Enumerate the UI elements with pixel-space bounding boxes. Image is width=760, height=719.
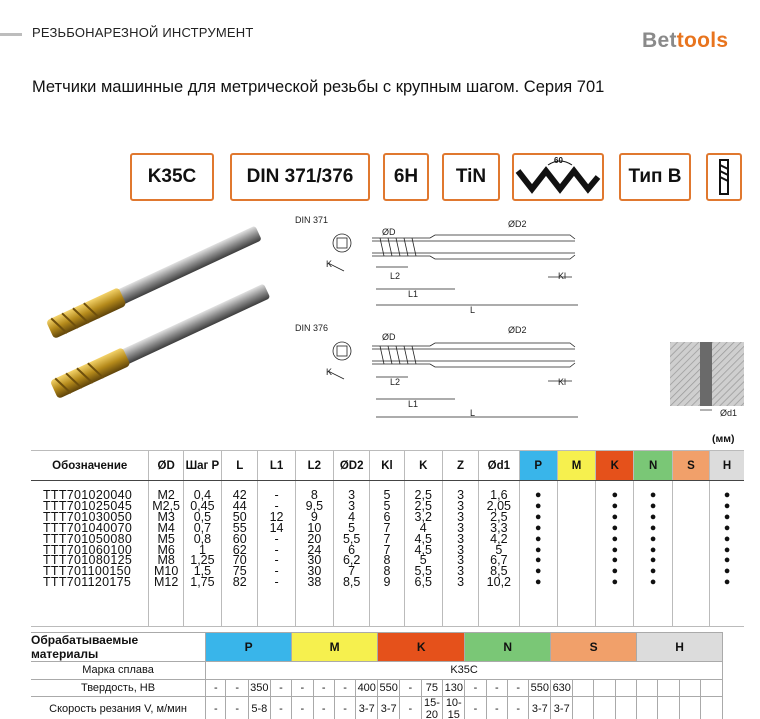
taps-photo: [40, 220, 280, 398]
spec-cell: TTT701100150: [43, 564, 132, 579]
spec-col-l2: [295, 481, 333, 627]
spec-cell: 8,5: [490, 564, 508, 579]
spec-table: [31, 450, 744, 627]
spec-cell: 1,5: [193, 564, 212, 579]
spec-cell: 8: [383, 553, 391, 568]
alloy-row: [31, 662, 744, 680]
hardness-cell: 130: [443, 679, 465, 697]
thread-profile-icon: [514, 155, 602, 199]
spec-cell: ●: [611, 543, 619, 556]
badge-material: K35C: [130, 153, 214, 201]
spec-cell: ●: [611, 499, 619, 512]
spec-cell: -: [274, 498, 279, 513]
dim-d-376: ØD: [382, 332, 396, 342]
group-n: N: [465, 633, 551, 662]
speed-cell: 15-20: [421, 697, 443, 719]
spec-cell: 3: [457, 575, 465, 590]
spec-cell: TTT701040070: [43, 520, 133, 535]
spec-cell: ●: [649, 510, 657, 523]
spec-col-m: [557, 481, 595, 627]
spec-cell: -: [274, 542, 279, 557]
spec-cell: ●: [534, 576, 542, 589]
spec-cell: 1: [198, 542, 206, 557]
hardness-empty-cell: [636, 679, 657, 697]
spec-cell: 38: [307, 575, 322, 590]
spec-header-3: L: [222, 451, 258, 481]
spec-body-row: [31, 481, 744, 627]
speed-cell: -: [400, 697, 421, 719]
spec-header-7: Kl: [370, 451, 404, 481]
spec-cell: TTT701120175: [43, 575, 132, 590]
spec-cell: 5: [419, 553, 427, 568]
spec-cell: ●: [649, 576, 657, 589]
spec-cell: 4,2: [490, 531, 508, 546]
spec-cell: 3: [457, 509, 465, 524]
hardness-cell: -: [400, 679, 421, 697]
units-label: (мм): [712, 433, 735, 445]
spec-cell: ●: [649, 499, 657, 512]
spec-cell: ●: [649, 554, 657, 567]
spec-cell: 1,6: [490, 488, 508, 502]
spec-cell: ●: [723, 543, 731, 556]
spec-cell: M5: [157, 531, 175, 546]
spec-cell: ●: [611, 510, 619, 523]
spec-cell: 6,7: [490, 553, 508, 568]
cross-section-drawing: [670, 342, 744, 420]
spec-cell: 4: [419, 520, 427, 535]
spec-cell: ●: [534, 532, 542, 545]
speed-cell: -: [270, 697, 291, 719]
hardness-empty-cell: [615, 679, 636, 697]
section-title: РЕЗЬБОНАРЕЗНОЙ ИНСТРУМЕНТ: [32, 25, 254, 40]
hardness-cell: -: [486, 679, 507, 697]
spec-header-5: L2: [295, 451, 333, 481]
group-m: M: [292, 633, 378, 662]
spec-cell: -: [274, 553, 279, 568]
spec-col-h: [710, 481, 744, 627]
spec-col-d2: [334, 481, 370, 627]
spec-header-8: K: [404, 451, 442, 481]
spec-cell: 0,5: [193, 509, 212, 524]
speed-cell: 10-15: [443, 697, 465, 719]
group-s: S: [551, 633, 637, 662]
spec-cell: 6: [348, 542, 356, 557]
spec-cell: ●: [611, 489, 619, 501]
spec-header-0: Обозначение: [31, 451, 149, 481]
spec-header-6: ØD2: [334, 451, 370, 481]
spec-col-l: [222, 481, 258, 627]
spec-header-1: ØD: [149, 451, 183, 481]
spec-cell: 3,3: [490, 520, 508, 535]
spec-col-k: [596, 481, 634, 627]
alloy-label: Марка сплава: [31, 662, 206, 680]
spec-cell: ●: [611, 532, 619, 545]
spec-cell: ●: [534, 521, 542, 534]
spec-cell: 0,7: [193, 520, 212, 535]
badge-tolerance: 6H: [383, 153, 429, 201]
spec-cell: 1,75: [190, 575, 215, 590]
spec-header-2: Шаг P: [183, 451, 221, 481]
speed-cell: -: [313, 697, 334, 719]
din371-label: DIN 371: [295, 215, 329, 225]
spec-cell: ●: [611, 565, 619, 578]
badge-type: Тип B: [619, 153, 691, 201]
speed-cell: -: [206, 697, 226, 719]
spec-cell: 42: [232, 488, 247, 502]
speed-cell: -: [465, 697, 486, 719]
spec-cell: 0,8: [193, 531, 212, 546]
badge-coating: TiN: [442, 153, 500, 201]
technical-drawing: [300, 205, 600, 425]
spec-cell: ●: [611, 576, 619, 589]
speed-empty-cell: [636, 697, 657, 719]
speed-empty-cell: [615, 697, 636, 719]
spec-cell: 3: [457, 531, 465, 546]
spec-cell: ●: [723, 489, 731, 501]
speed-empty-cell: [679, 697, 700, 719]
brand-logo[interactable]: [642, 29, 728, 53]
hardness-cell: 630: [551, 679, 573, 697]
spec-cell: M2: [157, 488, 175, 502]
spec-cell: ●: [649, 532, 657, 545]
dim-l2-376: L2: [390, 377, 401, 387]
logo-part-1: Bet: [642, 29, 677, 52]
spec-cell: 3: [457, 564, 465, 579]
spec-col-p: [183, 481, 221, 627]
materials-header-row: [31, 633, 744, 662]
hardness-cell: -: [508, 679, 529, 697]
dim-l1-371: L1: [408, 289, 419, 299]
speed-cell: 3-7: [356, 697, 378, 719]
group-k: K: [378, 633, 465, 662]
spec-cell: ●: [649, 543, 657, 556]
hardness-cell: -: [465, 679, 486, 697]
spec-cell: ●: [649, 521, 657, 534]
spec-header-10: Ød1: [479, 451, 519, 481]
spec-cell: 50: [232, 509, 247, 524]
speed-cell: -: [292, 697, 313, 719]
spec-cell: 3: [457, 488, 465, 502]
spec-col-p: [519, 481, 557, 627]
hardness-cell: -: [206, 679, 226, 697]
dim-k-371: K: [326, 259, 333, 269]
spec-cell: 7: [348, 564, 356, 579]
hardness-cell: -: [334, 679, 355, 697]
spec-cell: TTT701030050: [43, 509, 133, 524]
materials-label: Обрабатываемые материалы: [31, 633, 206, 662]
spec-cell: 44: [232, 498, 247, 513]
spec-cell: TTT701020040: [43, 488, 133, 502]
spec-cell: ●: [534, 499, 542, 512]
spec-cell: TTT701080125: [43, 553, 133, 568]
dim-k-376: K: [326, 367, 333, 377]
spec-cell: 10: [307, 520, 322, 535]
spec-cell: M8: [157, 553, 175, 568]
speed-empty-cell: [594, 697, 615, 719]
spec-cell: 3: [348, 498, 356, 513]
spec-cell: 55: [232, 520, 247, 535]
dim-l2-371: L2: [390, 271, 401, 281]
speed-cell: 3-7: [529, 697, 551, 719]
speed-cell: 5-8: [248, 697, 270, 719]
spec-cell: -: [274, 531, 279, 546]
hardness-cell: 550: [529, 679, 551, 697]
spec-cell: 0,4: [193, 488, 212, 502]
speed-row: [31, 697, 744, 719]
spec-cell: 3: [348, 488, 356, 502]
spec-cell: ●: [723, 510, 731, 523]
spec-cell: 6,5: [414, 575, 432, 590]
speed-cell: -: [334, 697, 355, 719]
spec-cell: 4,5: [414, 531, 432, 546]
spec-cell: 8: [310, 488, 318, 502]
spec-cell: -: [274, 575, 279, 590]
spec-col-d: [149, 481, 183, 627]
spec-cell: 10,2: [486, 575, 512, 590]
hardness-empty-cell: [679, 679, 700, 697]
spec-cell: 4,5: [414, 542, 432, 557]
spec-cell: ●: [534, 510, 542, 523]
spec-col-n: [634, 481, 672, 627]
spec-header-9: Z: [442, 451, 478, 481]
spec-cell: 82: [232, 575, 247, 590]
dim-d2-376: ØD2: [508, 325, 527, 335]
spec-cell: M4: [157, 520, 175, 535]
spec-header-16: H: [710, 451, 744, 481]
spec-col-s: [672, 481, 709, 627]
spec-cell: ●: [723, 499, 731, 512]
dim-kl-371: Kl: [558, 271, 567, 281]
spec-cell: ●: [611, 521, 619, 534]
dim-l1-376: L1: [408, 399, 419, 409]
spec-col-z: [442, 481, 478, 627]
dim-l-376: L: [470, 408, 476, 418]
spec-header-12: M: [557, 451, 595, 481]
spec-cell: 2,5: [414, 498, 432, 513]
spec-cell: 5,5: [342, 531, 361, 546]
spec-cell: 30: [307, 564, 322, 579]
badge-standard: DIN 371/376: [230, 153, 370, 201]
spec-cell: ●: [723, 565, 731, 578]
group-p: P: [206, 633, 292, 662]
spec-header-15: S: [672, 451, 709, 481]
spec-cell: 5: [383, 488, 391, 502]
spec-cell: M10: [153, 564, 179, 579]
spec-cell: 3: [457, 520, 465, 535]
spec-cell: 12: [269, 509, 284, 524]
spec-cell: M2,5: [152, 498, 181, 513]
spec-cell: 3: [457, 553, 465, 568]
header-accent-line: [0, 33, 22, 36]
spec-cell: ●: [723, 554, 731, 567]
spec-cell: 3: [457, 542, 465, 557]
speed-cell: -: [508, 697, 529, 719]
spec-col-d1: [479, 481, 519, 627]
speed-cell: 3-7: [551, 697, 573, 719]
page-title: Метчики машинные для метрической резьбы с крупным шагом. Серия 701: [32, 78, 605, 96]
hardness-cell: -: [313, 679, 334, 697]
hardness-empty-cell: [658, 679, 679, 697]
thread-angle-label: 60: [554, 156, 563, 165]
hardness-cell: 75: [421, 679, 443, 697]
spec-cell: ●: [649, 565, 657, 578]
logo-part-2: tools: [676, 29, 729, 52]
hardness-cell: 350: [248, 679, 270, 697]
spec-cell: TTT701025045: [43, 498, 133, 513]
speed-label: Скорость резания V, м/мин: [31, 697, 206, 719]
spec-cell: 14: [269, 520, 284, 535]
spec-cell: 6: [383, 509, 391, 524]
spec-cell: 1,25: [190, 553, 215, 568]
hardness-empty-cell: [700, 679, 722, 697]
spec-cell: 5: [383, 498, 391, 513]
spec-cell: ●: [534, 554, 542, 567]
alloy-value: K35C: [206, 662, 723, 680]
spec-cell: 9: [310, 509, 318, 524]
spec-cell: 62: [232, 542, 247, 557]
dim-d1: Ød1: [720, 408, 738, 418]
spec-cell: ●: [723, 576, 731, 589]
speed-empty-cell: [700, 697, 722, 719]
badge-thread-angle: [512, 153, 604, 201]
spec-cell: 7: [383, 542, 391, 557]
spec-cell: TTT701060100: [43, 542, 133, 557]
spec-cell: 7: [383, 520, 391, 535]
spec-cell: -: [274, 564, 279, 579]
spec-cell: 2,5: [414, 488, 432, 502]
tap-shape-icon: [714, 157, 734, 197]
spec-header-13: K: [596, 451, 634, 481]
spec-cell: 9: [383, 575, 391, 590]
hardness-empty-cell: [573, 679, 594, 697]
hardness-cell: -: [292, 679, 313, 697]
hardness-cell: 550: [378, 679, 400, 697]
spec-cell: 5,5: [414, 564, 432, 579]
spec-cell: ●: [723, 532, 731, 545]
spec-cell: 30: [307, 553, 322, 568]
spec-cell: M3: [157, 509, 175, 524]
spec-cell: 0,45: [190, 498, 215, 513]
spec-col-l1: [258, 481, 295, 627]
spec-col-kl: [370, 481, 404, 627]
spec-cell: 3: [457, 498, 465, 513]
spec-cell: 6,2: [342, 553, 361, 568]
spec-cell: 3,2: [414, 509, 432, 524]
spec-header-4: L1: [258, 451, 295, 481]
spec-cell: ●: [534, 543, 542, 556]
spec-cell: 4: [348, 509, 356, 524]
dim-l-371: L: [470, 305, 476, 315]
spec-cell: ●: [611, 554, 619, 567]
dim-d2-371: ØD2: [508, 219, 527, 229]
spec-col-code: [31, 481, 149, 627]
hardness-row: [31, 679, 744, 697]
speed-empty-cell: [658, 697, 679, 719]
spec-cell: 75: [232, 564, 247, 579]
spec-cell: 8: [383, 564, 391, 579]
spec-cell: ●: [534, 565, 542, 578]
spec-cell: 8,5: [342, 575, 361, 590]
dim-d-371: ØD: [382, 227, 396, 237]
speed-cell: -: [226, 697, 248, 719]
spec-cell: M12: [153, 575, 179, 590]
spec-cell: 5: [348, 520, 356, 535]
spec-cell: 60: [232, 531, 247, 546]
spec-cell: 9,5: [305, 498, 324, 513]
spec-cell: 24: [307, 542, 322, 557]
dim-kl-376: Kl: [558, 377, 567, 387]
spec-header-14: N: [634, 451, 672, 481]
din376-label: DIN 376: [295, 323, 329, 333]
badge-tap-icon: [706, 153, 742, 201]
spec-cell: ●: [534, 489, 542, 501]
spec-cell: 5: [495, 542, 503, 557]
spec-col-k: [404, 481, 442, 627]
hardness-empty-cell: [594, 679, 615, 697]
spec-cell: 2,5: [490, 509, 508, 524]
spec-cell: 7: [383, 531, 391, 546]
spec-cell: M6: [157, 542, 175, 557]
spec-header-11: P: [519, 451, 557, 481]
spec-cell: 70: [232, 553, 247, 568]
spec-cell: 2,05: [486, 498, 512, 513]
spec-header-row: [31, 451, 744, 481]
hardness-cell: -: [226, 679, 248, 697]
spec-cell: ●: [723, 521, 731, 534]
hardness-cell: -: [270, 679, 291, 697]
spec-cell: TTT701050080: [43, 531, 133, 546]
spec-cell: 20: [307, 531, 322, 546]
group-h: H: [636, 633, 722, 662]
hardness-label: Твердость, НВ: [31, 679, 206, 697]
speed-empty-cell: [573, 697, 594, 719]
materials-table: [31, 632, 744, 719]
spec-cell: -: [274, 488, 279, 502]
spec-cell: ●: [649, 489, 657, 501]
speed-cell: -: [486, 697, 507, 719]
hardness-cell: 400: [356, 679, 378, 697]
speed-cell: 3-7: [378, 697, 400, 719]
